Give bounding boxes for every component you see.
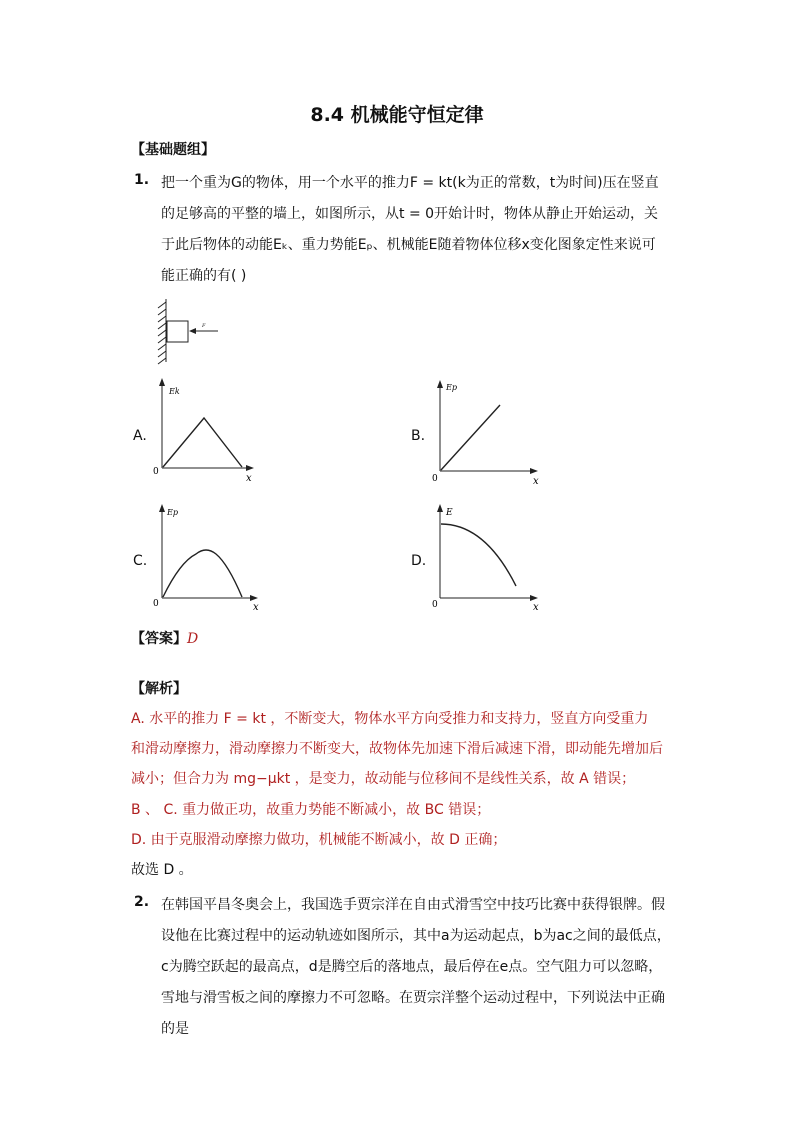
analysis-line-6: 故选 D 。 — [131, 862, 193, 878]
analysis-label: 【解析】 — [131, 681, 187, 697]
option-b-graph — [430, 378, 545, 486]
force-label: F — [202, 323, 206, 329]
wall-block-figure — [150, 296, 230, 366]
option-c-letter: C. — [133, 553, 148, 569]
option-d-y-label: E — [446, 508, 453, 518]
block — [167, 321, 188, 342]
answer-row — [131, 628, 198, 648]
option-a-graph — [150, 378, 260, 483]
option-a-curve — [163, 418, 242, 467]
option-c-y-label: Ep — [167, 508, 178, 517]
question-1-line-1: 把一个重为G的物体，用一个水平的推力F = kt(k为正的常数，t为时间)压在竖直 — [161, 175, 659, 191]
option-c-curve — [163, 550, 242, 597]
question-2-line-4: 雪地与滑雪板之间的摩擦力不可忽略。在贾宗洋整个运动过程中，下列说法中正确 — [161, 990, 665, 1006]
question-1-number: 1. — [134, 172, 150, 188]
option-b-curve — [441, 405, 500, 470]
option-a-letter: A. — [133, 428, 147, 444]
option-c-graph — [150, 502, 265, 612]
section-heading: 【基础题组】 — [131, 142, 215, 158]
question-2-line-3: c为腾空跃起的最高点，d是腾空后的落地点，最后停在e点。空气阻力可以忽略， — [161, 959, 663, 975]
analysis-line-2: 和滑动摩擦力，滑动摩擦力不断变大，故物体先加速下滑后减速下滑，即动能先增加后 — [131, 741, 663, 757]
option-b-origin: 0 — [432, 474, 438, 484]
option-d-letter: D. — [411, 553, 427, 569]
option-a-x-label: x — [246, 473, 252, 483]
question-2-line-5: 的是 — [161, 1021, 189, 1037]
question-2-line-2: 设他在比赛过程中的运动轨迹如图所示，其中a为运动起点，b为ac之间的最低点， — [161, 928, 671, 944]
option-d-graph — [430, 502, 545, 612]
question-1-line-3: 于此后物体的动能Eₖ、重力势能Eₚ、机械能E随着物体位移x变化图象定性来说可 — [161, 237, 656, 253]
option-d-curve — [441, 524, 516, 586]
answer-label: 【答案】 — [131, 631, 187, 647]
option-a-y-label: Ek — [169, 387, 180, 396]
option-c-origin: 0 — [153, 599, 159, 609]
question-1-line-2: 的足够高的平整的墙上，如图所示，从t = 0开始计时，物体从静止开始运动，关 — [161, 206, 659, 222]
question-2-number: 2. — [134, 894, 150, 910]
analysis-line-5: D. 由于克服滑动摩擦力做功，机械能不断减小，故 D 正确； — [131, 832, 507, 848]
option-d-x-label: x — [533, 602, 539, 612]
option-a-origin: 0 — [153, 467, 159, 477]
option-d-origin: 0 — [432, 600, 438, 610]
answer-value: D — [187, 631, 199, 647]
option-b-y-label: Ep — [446, 383, 457, 392]
question-2-line-1: 在韩国平昌冬奥会上，我国选手贾宗洋在自由式滑雪空中技巧比赛中获得银牌。假 — [161, 897, 665, 913]
option-b-letter: B. — [411, 428, 426, 444]
question-1-line-4: 能正确的有( ) — [161, 268, 247, 284]
page-title: 8.4 机械能守恒定律 — [310, 104, 484, 126]
analysis-line-4: B 、 C. 重力做正功，故重力势能不断减小，故 BC 错误； — [131, 802, 491, 818]
wall-hatching — [158, 299, 166, 364]
option-b-x-label: x — [533, 476, 539, 486]
option-c-x-label: x — [253, 602, 259, 612]
analysis-line-3: 减小；但合力为 mg−μkt ，是变力，故动能与位移间不是线性关系，故 A 错误； — [131, 771, 636, 787]
analysis-line-1: A. 水平的推力 F = kt ，不断变大，物体水平方向受推力和支持力，竖直方向受重力 — [131, 711, 649, 727]
